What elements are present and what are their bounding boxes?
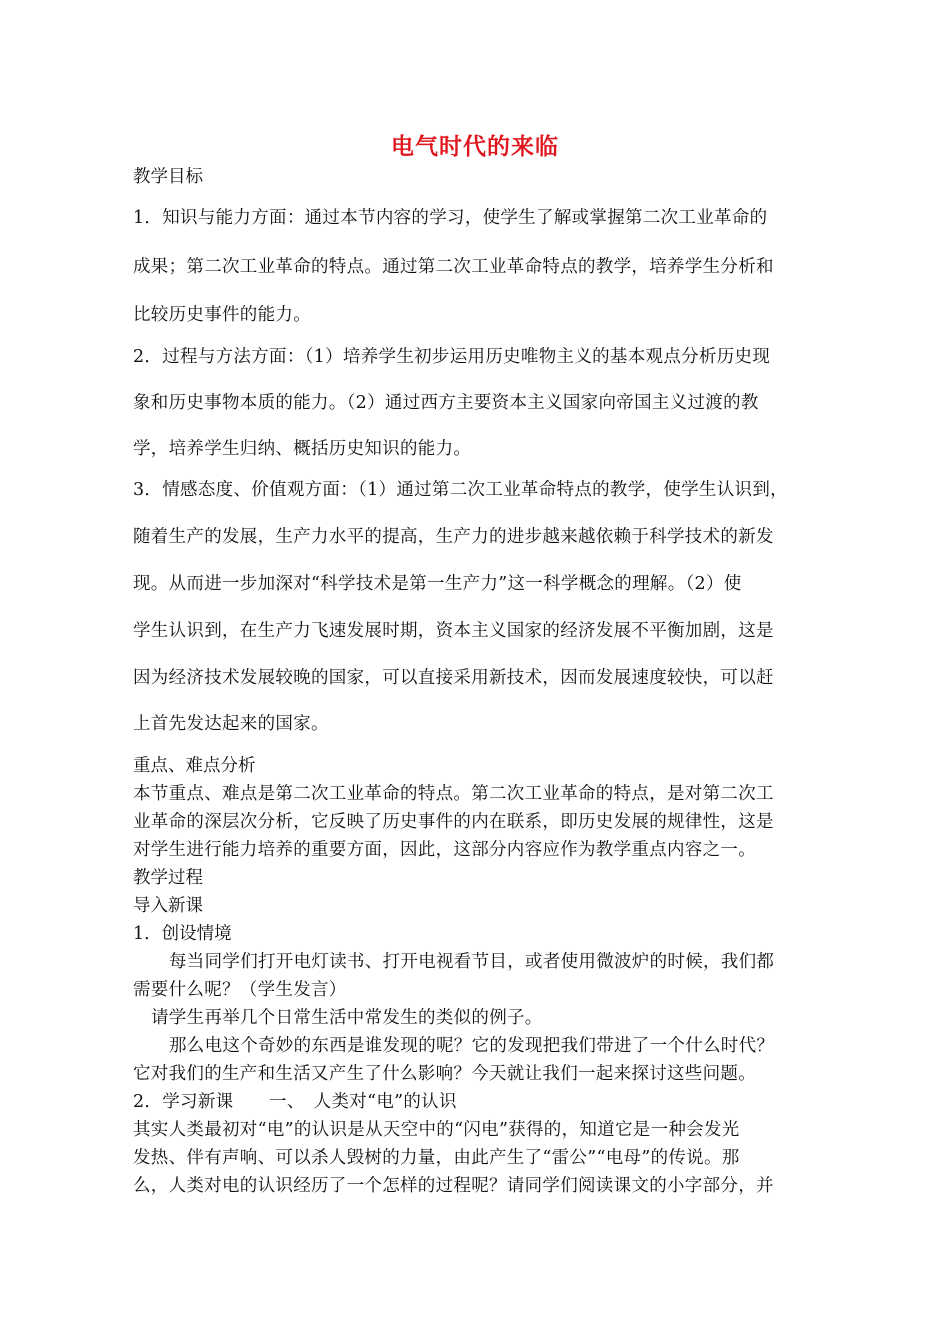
section-heading-process: 教学过程 <box>133 868 203 888</box>
paragraph-line: 学，培养学生归纳、概括历史知识的能力。 <box>133 439 472 459</box>
page-title: 电气时代的来临 <box>391 134 559 160</box>
paragraph-line: 3．情感态度、价值观方面：（1）通过第二次工业革命特点的教学，使学生认识到， <box>133 480 788 500</box>
paragraph-line: 随着生产的发展，生产力水平的提高，生产力的进步越来越依赖于科学技术的新发 <box>133 527 774 547</box>
paragraph-line: 现。从而进一步加深对“科学技术是第一生产力”这一科学概念的理解。（2）使 <box>133 574 742 594</box>
paragraph-line: 因为经济技术发展较晚的国家，可以直接采用新技术，因而发展速度较快，可以赶 <box>133 668 774 688</box>
paragraph-line: 么，人类对电的认识经历了一个怎样的过程呢？请同学们阅读课文的小字部分，并 <box>133 1176 774 1196</box>
paragraph-line: 对学生进行能力培养的重要方面，因此，这部分内容应作为教学重点内容之一。 <box>133 840 756 860</box>
paragraph-line: 成果；第二次工业革命的特点。通过第二次工业革命特点的教学，培养学生分析和 <box>133 257 774 277</box>
paragraph-line: 它对我们的生产和生活又产生了什么影响？今天就让我们一起来探讨这些问题。 <box>133 1064 756 1084</box>
paragraph-line: 比较历史事件的能力。 <box>133 305 311 325</box>
paragraph-line: 每当同学们打开电灯读书、打开电视看节目，或者使用微波炉的时候，我们都 <box>169 952 775 972</box>
paragraph-line: 请学生再举几个日常生活中常发生的类似的例子。 <box>151 1008 543 1028</box>
paragraph-line: 上首先发达起来的国家。 <box>133 714 329 734</box>
paragraph-line: 业革命的深层次分析，它反映了历史事件的内在联系，即历史发展的规律性，这是 <box>133 812 774 832</box>
paragraph-line: 2．过程与方法方面：（1）培养学生初步运用历史唯物主义的基本观点分析历史现 <box>133 347 771 367</box>
paragraph-line: 发热、伴有声响、可以杀人毁树的力量，由此产生了“雷公”“电母”的传说。那 <box>133 1148 740 1168</box>
section-heading-key-points: 重点、难点分析 <box>133 756 256 776</box>
paragraph-line: 其实人类最初对“电”的认识是从天空中的“闪电”获得的，知道它是一种会发光 <box>133 1120 740 1140</box>
paragraph-line: 需要什么呢？（学生发言） <box>133 980 347 1000</box>
paragraph-line: 那么电这个奇妙的东西是谁发现的呢？它的发现把我们带进了一个什么时代？ <box>169 1036 775 1056</box>
paragraph-line: 学生认识到，在生产力飞速发展时期，资本主义国家的经济发展不平衡加剧，这是 <box>133 621 774 641</box>
section-heading-objectives: 教学目标 <box>133 167 203 187</box>
subheading-intro: 导入新课 <box>133 896 203 916</box>
paragraph-line: 象和历史事物本质的能力。（2）通过西方主要资本主义国家向帝国主义过渡的教 <box>133 393 759 413</box>
numbered-item: 1．创设情境 <box>133 924 232 944</box>
paragraph-line: 本节重点、难点是第二次工业革命的特点。第二次工业革命的特点，是对第二次工 <box>133 784 774 804</box>
paragraph-line: 2．学习新课 一、 人类对“电”的认识 <box>133 1092 457 1112</box>
paragraph-line: 1．知识与能力方面：通过本节内容的学习，使学生了解或掌握第二次工业革命的 <box>133 208 768 228</box>
